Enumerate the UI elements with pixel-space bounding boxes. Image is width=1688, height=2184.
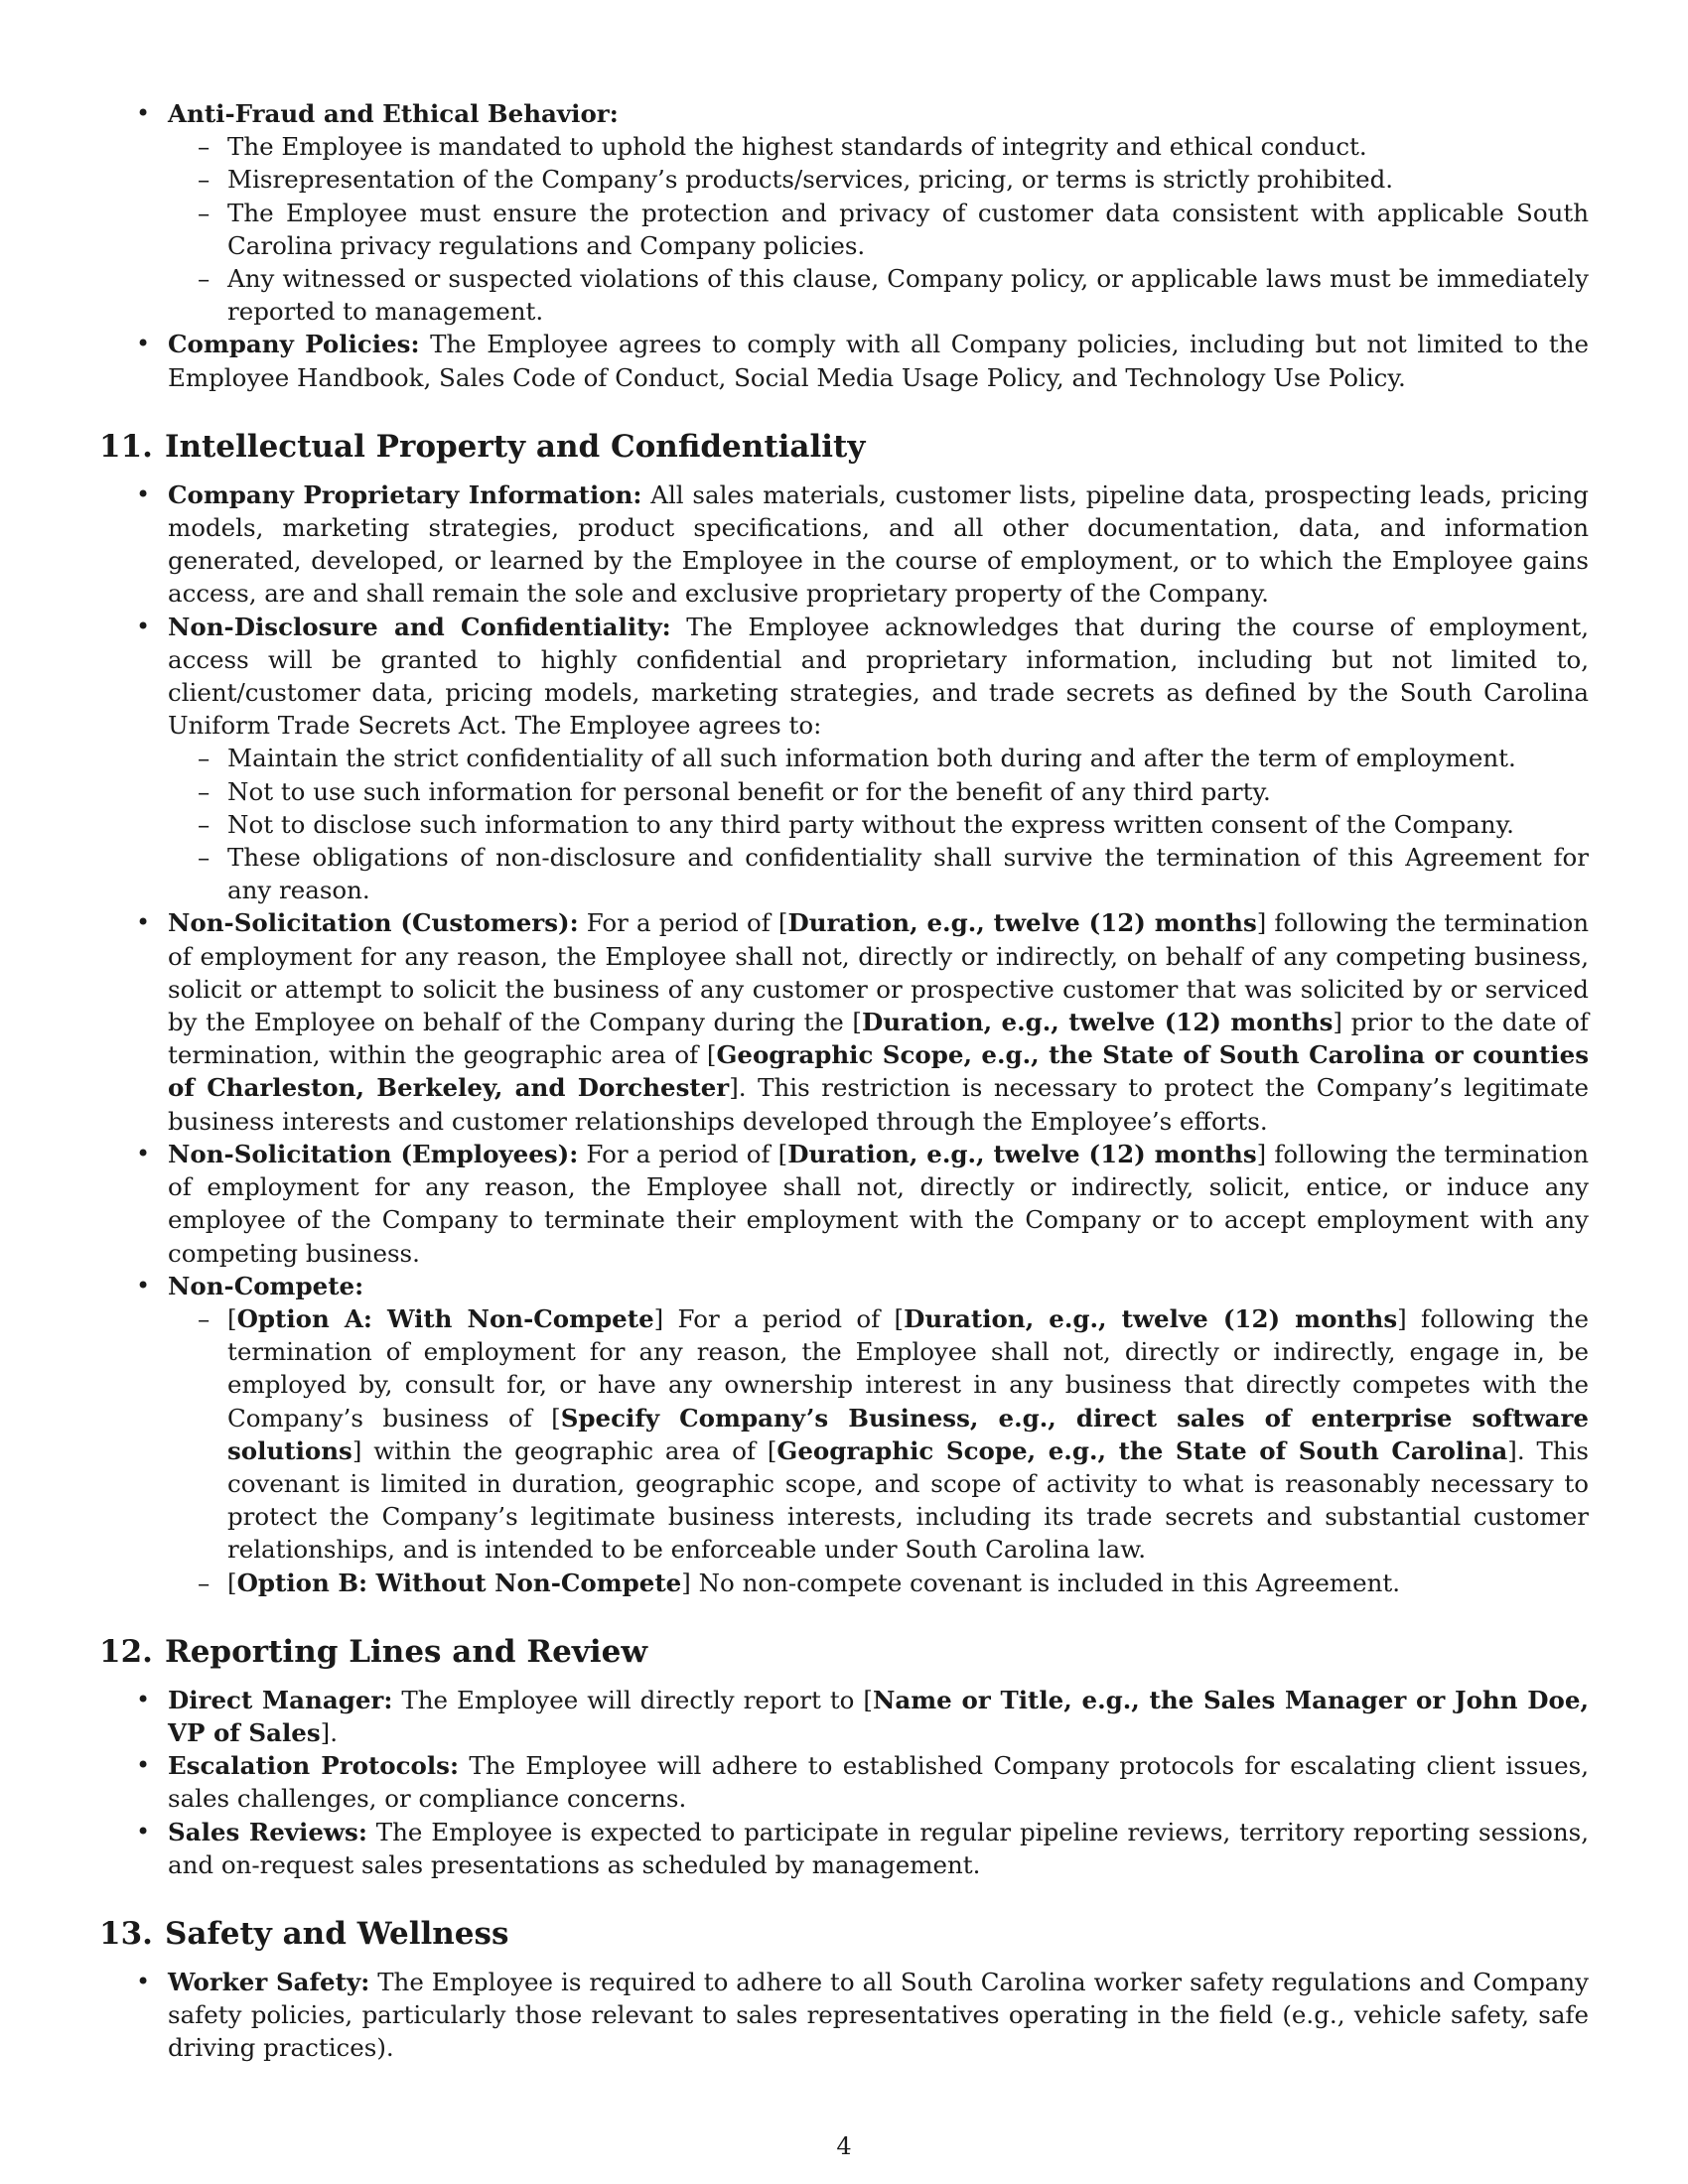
item-text: ]. xyxy=(320,1717,338,1747)
page-number: 4 xyxy=(836,2132,852,2160)
item-text: ] following the termination of employment for any reason, the Employee shall not, directly or indirectly, solicit, entice, or induce any employee of the Company to terminate their employment with the Company or to accept employment with any competing business. xyxy=(168,1139,1589,1268)
item-text: The Employee agrees to comply with all Company policies, including but not limited to the Employee Handbook, Sales Code of Conduct, Social Media Usage Policy, and Technology Use Policy. xyxy=(168,330,1589,392)
section-12-heading-block xyxy=(99,1632,1589,1672)
option-label: Option A: With Non-Compete xyxy=(236,1303,654,1333)
placeholder-geographic-scope: Geographic Scope, e.g., the State of South Carolina or counties of Charleston, Berkeley, and Dorchester xyxy=(168,1040,1589,1103)
item-label: Non-Solicitation (Employees): xyxy=(168,1139,579,1168)
non-disclosure-sublist xyxy=(168,742,1589,906)
section-heading xyxy=(99,1914,1589,1954)
document-page xyxy=(99,97,1589,2065)
item-text: For a period of [ xyxy=(578,1139,788,1168)
list-item-non-solicitation-customers xyxy=(99,906,1589,1137)
list-item-worker-safety xyxy=(99,1966,1589,2065)
item-text: ] prior to the date of termination, within the geographic area of [ xyxy=(168,1008,1589,1070)
placeholder-business: Specify Company’s Business, e.g., direct sales of enterprise software solutions xyxy=(227,1403,1589,1465)
section-13-heading-block xyxy=(99,1914,1589,1954)
section-11-list xyxy=(99,478,1589,1599)
sub-item: – Not to disclose such information to any third party without the express written consent of the Company. xyxy=(168,808,1589,841)
item-label: Direct Manager: xyxy=(168,1685,393,1714)
non-compete-sublist xyxy=(168,1302,1589,1599)
section-number: 13. xyxy=(99,1915,153,1952)
list-item-anti-fraud xyxy=(99,97,1589,328)
sub-item-option-b xyxy=(168,1567,1589,1599)
item-label: Non-Solicitation (Customers): xyxy=(168,908,579,938)
item-text: ] following the termination of employment for any reason, the Employee shall not, directly or indirectly, on behalf of any competing business, solicit or attempt to solicit the business of any customer or prospective customer that was solicited by or serviced by the Employee on behalf of the Company during the [ xyxy=(168,908,1589,1037)
item-text: The Employee is expected to participate in regular pipeline reviews, territory reporting sessions, and on-request sales presentations as scheduled by management. xyxy=(168,1817,1589,1879)
placeholder-duration: Duration, e.g., twelve (12) months xyxy=(787,908,1257,938)
section-title: Intellectual Property and Confidentiality xyxy=(164,428,866,465)
item-text: ]. This covenant is limited in duration, geographic scope, and scope of activity to what is reasonably necessary to protect the Company’s legitimate business interests, including its trade secrets and substantial customer relationships, and is intended to be enforceable under South Carolina law. xyxy=(227,1435,1589,1565)
list-item-company-policies xyxy=(99,328,1589,393)
item-label: Escalation Protocols: xyxy=(168,1751,460,1781)
sub-item: – Any witnessed or suspected violations of this clause, Company policy, or applicable laws must be immediately reported to management. xyxy=(168,262,1589,328)
anti-fraud-sublist xyxy=(168,130,1589,328)
placeholder-duration: Duration, e.g., twelve (12) months xyxy=(904,1303,1398,1333)
item-text: The Employee will adhere to established Company protocols for escalating client issues, sales challenges, or compliance concerns. xyxy=(168,1751,1589,1814)
item-label: Sales Reviews: xyxy=(168,1817,367,1846)
item-label: Worker Safety: xyxy=(168,1967,370,1996)
item-text: ] No non-compete covenant is included in this Agreement. xyxy=(681,1568,1401,1597)
sub-item: – These obligations of non-disclosure and confidentiality shall survive the termination of this Agreement for any reason. xyxy=(168,841,1589,906)
section-number: 11. xyxy=(99,428,153,465)
placeholder-duration: Duration, e.g., twelve (12) months xyxy=(787,1139,1257,1168)
list-item-sales-reviews xyxy=(99,1816,1589,1881)
list-item-proprietary-info xyxy=(99,478,1589,611)
option-label: Option B: Without Non-Compete xyxy=(236,1568,682,1597)
sub-item-option-a xyxy=(168,1302,1589,1567)
list-item-escalation xyxy=(99,1749,1589,1815)
section-heading xyxy=(99,427,1589,467)
list-item-non-compete xyxy=(99,1270,1589,1599)
sub-item: – The Employee is mandated to uphold the highest standards of integrity and ethical conduct. xyxy=(168,130,1589,163)
section-11-heading-block xyxy=(99,427,1589,467)
item-text: The Employee will directly report to [ xyxy=(392,1685,873,1714)
item-label: Company Policies: xyxy=(168,330,420,359)
section-12-list xyxy=(99,1684,1589,1881)
item-label: Non-Compete: xyxy=(168,1271,364,1300)
sub-item: – Maintain the strict confidentiality of all such information both during and after the term of employment. xyxy=(168,742,1589,774)
item-text: The Employee acknowledges that during the course of employment, access will be granted to highly confidential and proprietary information, including but not limited to, client/customer data, pricing models, marketing strategies, and trade secrets as defined by the South Carolina Uniform Trade Secrets Act. The Employee agrees to: xyxy=(168,612,1589,741)
section-title: Reporting Lines and Review xyxy=(164,1633,648,1670)
item-text: [ xyxy=(227,1303,237,1333)
list-item-direct-manager xyxy=(99,1684,1589,1749)
placeholder-geographic-scope: Geographic Scope, e.g., the State of South Carolina xyxy=(776,1435,1508,1465)
placeholder-manager: Name or Title, e.g., the Sales Manager or John Doe, VP of Sales xyxy=(168,1685,1589,1747)
item-text: For a period of [ xyxy=(578,908,788,938)
item-label: Company Proprietary Information: xyxy=(168,479,642,509)
placeholder-duration: Duration, e.g., twelve (12) months xyxy=(861,1008,1334,1037)
item-text: ] following the termination of employment for any reason, the Employee shall not, directly or indirectly, engage in, be employed by, consult for, or have any ownership interest in any business that directly competes with the Company’s business of [ xyxy=(227,1303,1589,1433)
section-title: Safety and Wellness xyxy=(164,1915,509,1952)
item-label: Non-Disclosure and Confidentiality: xyxy=(168,612,671,641)
item-text: The Employee is required to adhere to all South Carolina worker safety regulations and Company safety policies, particularly those relevant to sales representatives operating in the field (e.g., vehicle safety, safe driving practices). xyxy=(168,1967,1590,2063)
list-item-non-solicitation-employees xyxy=(99,1138,1589,1270)
item-text: ] within the geographic area of [ xyxy=(352,1435,777,1465)
item-text: All sales materials, customer lists, pipeline data, prospecting leads, pricing models, marketing strategies, product specifications, and all other documentation, data, and information generated, developed, or learned by the Employee in the course of employment, or to which the Employee gains access, are and shall remain the sole and exclusive proprietary property of the Company. xyxy=(168,479,1589,609)
intro-list xyxy=(99,97,1589,394)
sub-item: – Misrepresentation of the Company’s products/services, pricing, or terms is strictly prohibited. xyxy=(168,163,1589,196)
item-text: ] For a period of [ xyxy=(653,1303,905,1333)
item-text: ]. This restriction is necessary to protect the Company’s legitimate business interests and customer relationships developed through the Employee’s efforts. xyxy=(168,1073,1589,1136)
item-label: Anti-Fraud and Ethical Behavior: xyxy=(168,99,619,128)
sub-item: – Not to use such information for personal benefit or for the benefit of any third party. xyxy=(168,775,1589,808)
list-item-non-disclosure xyxy=(99,611,1589,907)
section-13-list xyxy=(99,1966,1589,2065)
section-heading xyxy=(99,1632,1589,1672)
section-number: 12. xyxy=(99,1633,153,1670)
sub-item: – The Employee must ensure the protection and privacy of customer data consistent with applicable South Carolina privacy regulations and Company policies. xyxy=(168,197,1589,262)
item-text: [ xyxy=(227,1568,237,1597)
